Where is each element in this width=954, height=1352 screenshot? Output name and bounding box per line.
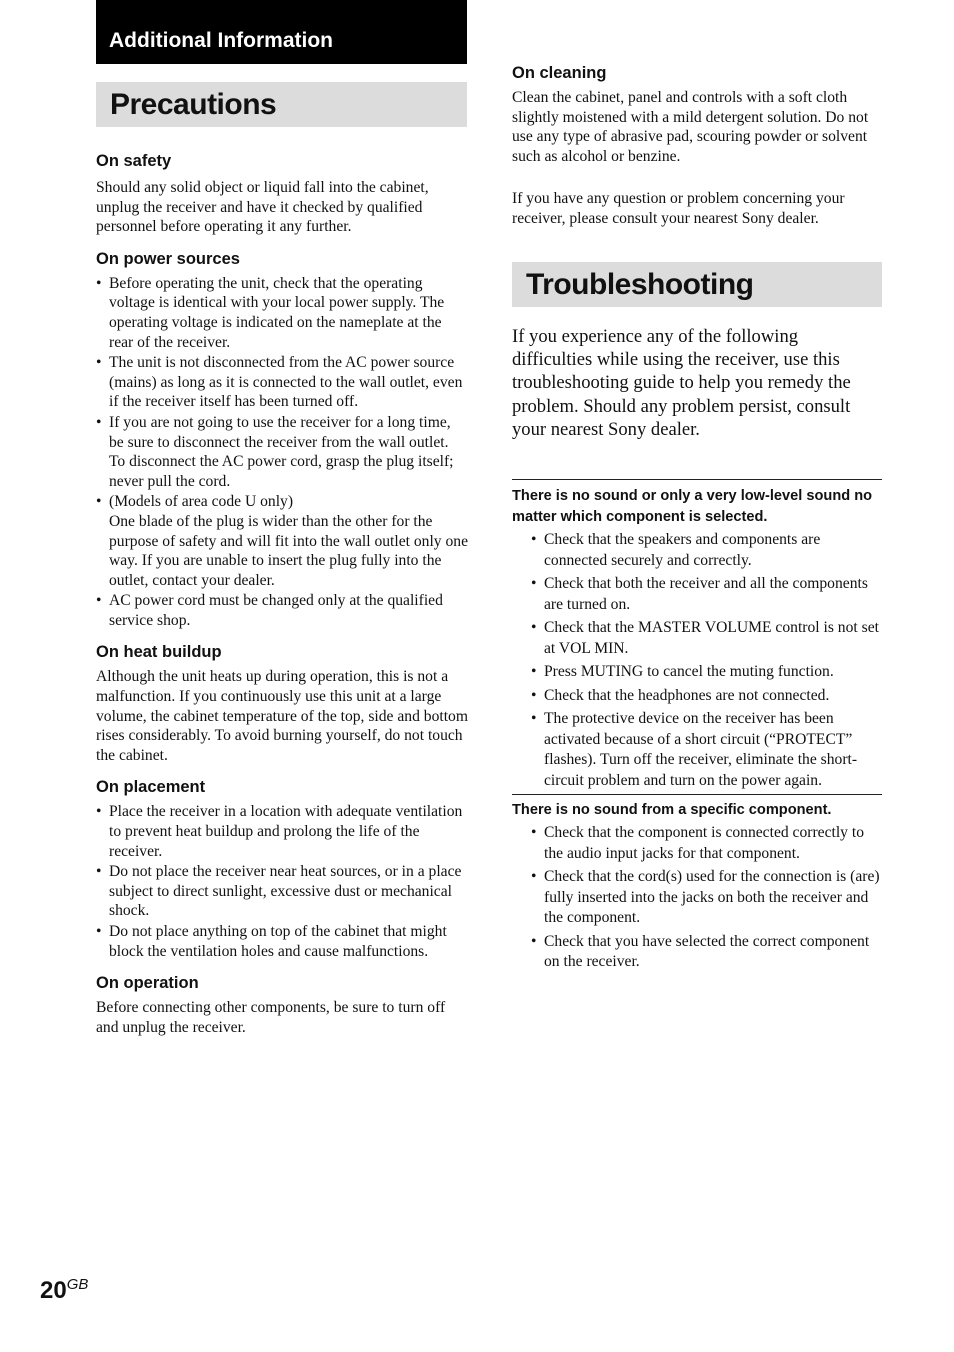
list-item: • The protective device on the receiver has been activated because of a short circuit (“PROTECT” flashes). Turn off the receiver, eliminate the short-circuit problem and turn on the power again. xyxy=(544,709,882,791)
problem-block xyxy=(512,480,882,791)
list-item: • Check that the headphones are not connected. xyxy=(544,686,882,707)
problem-block xyxy=(512,795,882,973)
list-item: • The unit is not disconnected from the AC power source (mains) as long as it is connected to the wall outlet, even if the receiver itself has been turned off. xyxy=(96,353,468,412)
list-item: • Press MUTING to cancel the muting function. xyxy=(544,662,882,683)
list-item: • Check that the MASTER VOLUME control is not set at VOL MIN. xyxy=(544,618,882,659)
list-item: • Check that both the receiver and all the components are turned on. xyxy=(544,574,882,615)
on-heat-buildup-heading: On heat buildup xyxy=(96,643,222,662)
list-item: • Check that the cord(s) used for the connection is (are) fully inserted into the jacks on both the receiver and the component. xyxy=(544,867,882,929)
list-item: • Do not place the receiver near heat sources, or in a place subject to direct sunlight, excessive dust or mechanical shock. xyxy=(96,862,468,921)
section-tab-label: Additional Information xyxy=(109,29,333,52)
precautions-title: Precautions xyxy=(96,82,467,127)
list-item: • AC power cord must be changed only at the qualified service shop. xyxy=(96,591,468,630)
on-safety-text: Should any solid object or liquid fall into the cabinet, unplug the receiver and have it checked by qualified personnel before operating it any further. xyxy=(96,179,429,236)
troubleshooting-intro: If you experience any of the following difficulties while using the receiver, use this troubleshooting guide to help you remedy the problem. Should any problem persist, consult your nearest Sony dealer. xyxy=(512,326,851,440)
list-item-line: One blade of the plug is wider than the other for the purpose of safety and will fit into the wall outlet only one way. If you are unable to insert the plug fully into the outlet, contact your dealer. xyxy=(109,512,469,589)
page-number xyxy=(40,1276,88,1305)
on-heat-buildup-text: Although the unit heats up during operation, this is not a malfunction. If you continuously use this unit at a large volume, the cabinet temperature of the top, side and bottom rises considerably. To avoid burning yourself, do not touch the cabinet. xyxy=(96,668,468,764)
on-cleaning-text: Clean the cabinet, panel and controls with a soft cloth slightly moistened with a mild detergent solution. Do not use any type of abrasive pad, scouring powder or solvent such as alcohol or benzine. xyxy=(512,89,869,165)
troubleshooting-title: Troubleshooting xyxy=(512,262,882,307)
problem-title: There is no sound from a specific component. xyxy=(512,802,832,818)
list-item: • Check that the speakers and components are connected securely and correctly. xyxy=(544,530,882,571)
on-placement-heading: On placement xyxy=(96,778,206,797)
list-item: • Check that you have selected the correct component on the receiver. xyxy=(544,932,882,973)
list-item: • Do not place anything on top of the cabinet that might block the ventilation holes and cause malfunctions. xyxy=(96,922,468,961)
power-sources-list xyxy=(96,274,468,631)
list-item-line: • (Models of area code U only) xyxy=(109,493,294,511)
on-safety-heading: On safety xyxy=(96,152,172,170)
on-cleaning-heading: On cleaning xyxy=(512,64,607,82)
troubleshooting-problems xyxy=(512,479,882,976)
list-item: • Before operating the unit, check that the operating voltage is identical with your local power supply. The operating voltage is indicated on the nameplate at the rear of the receiver. xyxy=(96,274,468,352)
list-item: • Check that the component is connected correctly to the audio input jacks for that component. xyxy=(544,823,882,864)
list-item: • If you are not going to use the receiver for a long time, be sure to disconnect the receiver from the wall outlet. To disconnect the AC power cord, grasp the plug itself; never pull the cord. xyxy=(96,413,468,491)
list-item: • Place the receiver in a location with adequate ventilation to prevent heat buildup and prolong the life of the receiver. xyxy=(96,802,468,861)
on-operation-heading: On operation xyxy=(96,974,199,993)
page-number-value: 20 xyxy=(40,1277,67,1304)
left-column xyxy=(96,151,468,1037)
on-operation-text: Before connecting other components, be sure to turn off and unplug the receiver. xyxy=(96,999,446,1036)
right-column-top xyxy=(512,63,884,229)
page-number-suffix: GB xyxy=(66,1276,89,1293)
placement-list xyxy=(96,802,468,961)
troubleshooting-intro-block xyxy=(512,325,880,441)
section-tab xyxy=(96,0,467,64)
on-power-sources-heading: On power sources xyxy=(96,249,240,268)
list-item xyxy=(96,492,468,590)
solution-list xyxy=(512,530,882,791)
dealer-note: If you have any question or problem concerning your receiver, please consult your nearest Sony dealer. xyxy=(512,190,845,227)
solution-list xyxy=(512,823,882,973)
problem-title: There is no sound or only a very low-level sound no matter which component is selected. xyxy=(512,488,873,525)
